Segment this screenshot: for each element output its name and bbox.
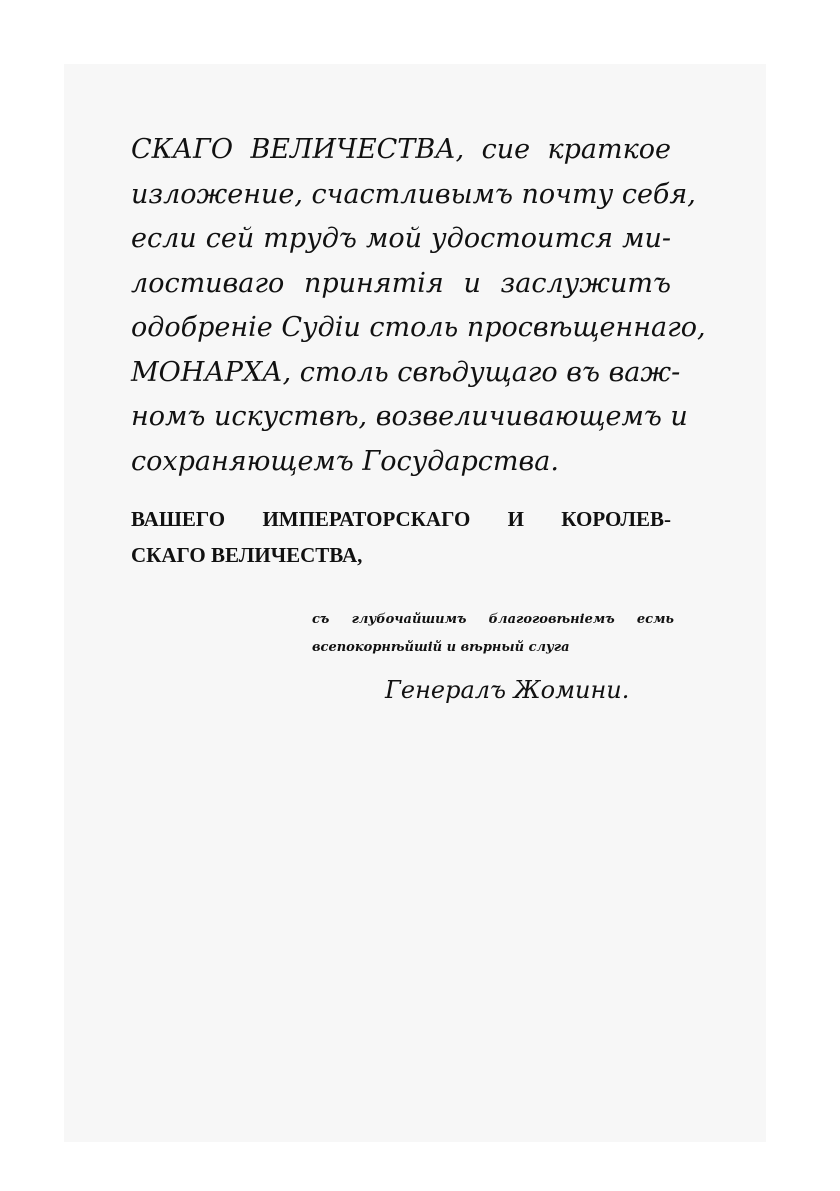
signoff-line: всепокорнѣйшій и вѣрный слуга [312,640,570,655]
closing-address [131,501,671,573]
closing-line: ВАШЕГО ИМПЕРАТОРСКАГО И КОРОЛЕВ- [131,507,671,531]
paragraph-line: сохраняющемъ Государства. [131,445,559,477]
paragraph-line: лостиваго принятія и заслужитъ [131,267,671,299]
paragraph-line: СКАГО ВЕЛИЧЕСТВА, сие краткое [131,134,671,165]
dedication-paragraph [131,128,706,484]
signature: Генералъ Жомини. [385,676,630,704]
paragraph-line: если сей трудъ мой удостоится ми- [131,223,671,254]
paragraph-line: МОНАРХА, столь свѣдущаго въ важ- [131,356,681,388]
paragraph-line: одобреніе Судіи столь просвѣщеннаго, [131,312,706,343]
paragraph-line: номъ искуствѣ, возвеличивающемъ и [131,401,688,432]
closing-line: СКАГО ВЕЛИЧЕСТВА, [131,543,363,567]
signoff [312,606,674,662]
paragraph-line: изложение, счастливымъ почту себя, [131,178,696,210]
signoff-line: съ глубочайшимъ благоговѣніемъ есмь [312,612,674,627]
